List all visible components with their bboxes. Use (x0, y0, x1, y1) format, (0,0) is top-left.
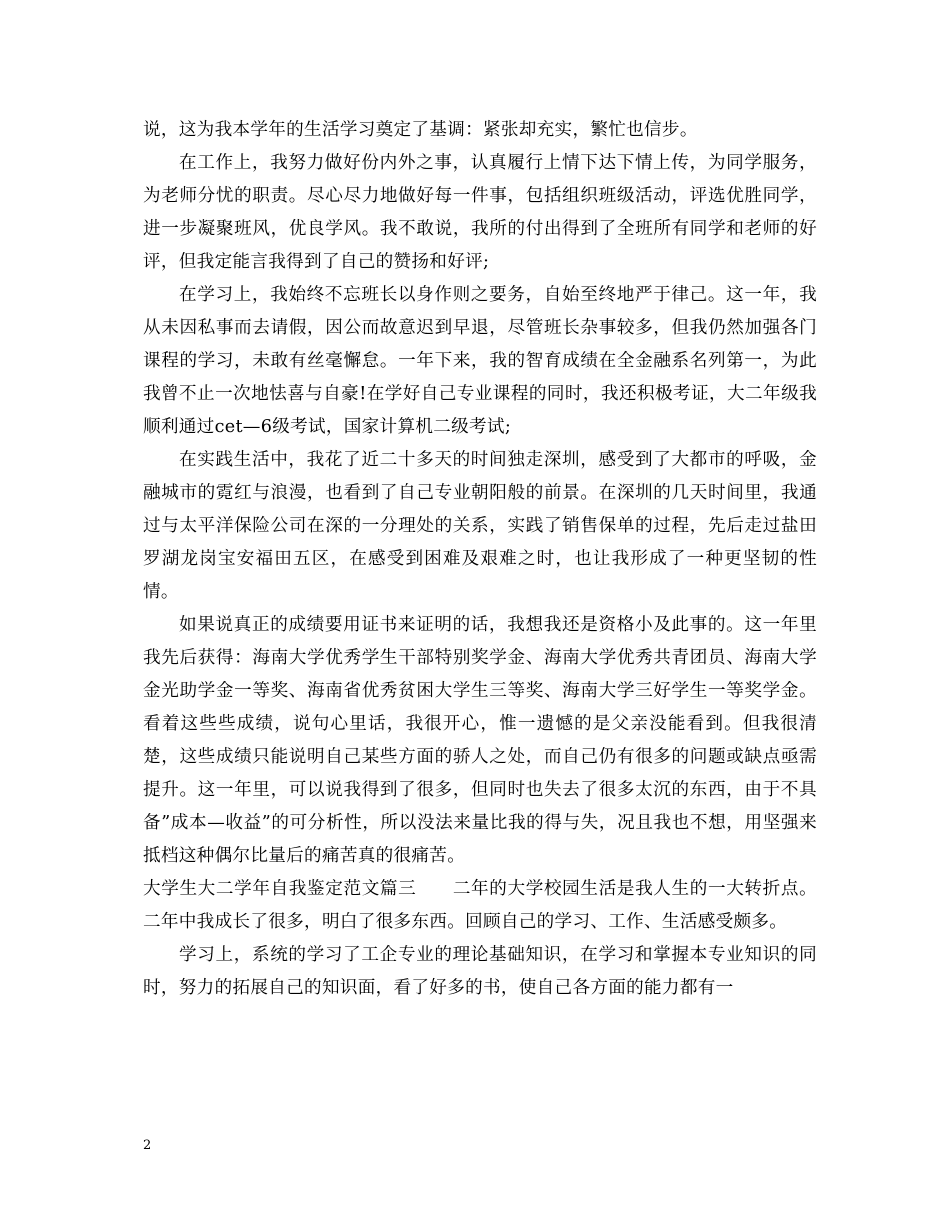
paragraph-4: 在实践生活中，我花了近二十多天的时间独走深圳，感受到了大都市的呼吸，金融城市的霓红与浪漫，也看到了自己专业朝阳般的前景。在深圳的几天时间里，我通过与太平洋保险公司在深的一分理处的关系，实践了销售保单的过程，先后走过盐田罗湖龙岗宝安福田五区，在感受到困难及艰难之时，也让我形成了一种更坚韧的性情。 (143, 450, 817, 602)
page-number: 2 (143, 1138, 152, 1153)
paragraph-6-section-heading: 大学生大二学年自我鉴定范文篇三 二年的大学校园生活是我人生的一大转折点。二年中我成长了很多，明白了很多东西。回顾自己的学习、工作、生活感受颇多。 (143, 879, 817, 932)
paragraph-1: 说，这为我本学年的生活学习奠定了基调：紧张却充实，繁忙也信步。 (143, 120, 698, 140)
body-text (143, 114, 817, 1005)
paragraph-7: 学习上，系统的学习了工企专业的理论基础知识，在学习和掌握本专业知识的同时，努力的拓展自己的知识面，看了好多的书，使自己各方面的能力都有一 (143, 945, 817, 998)
paragraph-5: 如果说真正的成绩要用证书来证明的话，我想我还是资格小及此事的。这一年里我先后获得：海南大学优秀学生干部特别奖学金、海南大学优秀共青团员、海南大学金光助学金一等奖、海南省优秀贫困大学生三等奖、海南大学三好学生一等奖学金。看着这些些成绩，说句心里话，我很开心，惟一遗憾的是父亲没能看到。但我很清楚，这些成绩只能说明自己某些方面的骄人之处，而自己仍有很多的问题或缺点亟需提升。这一年里，可以说我得到了很多，但同时也失去了很多太沉的东西，由于不具备”成本—收益”的可分析性，所以没法来量比我的得与失，况且我也不想，用坚强来抵档这种偶尔比量后的痛苦真的很痛苦。 (143, 615, 817, 866)
paragraph-2: 在工作上，我努力做好份内外之事，认真履行上情下达下情上传，为同学服务，为老师分忧的职责。尽心尽力地做好每一件事，包括组织班级活动，评选优胜同学，进一步凝聚班风，优良学风。我不敢说，我所的付出得到了全班所有同学和老师的好评，但我定能言我得到了自己的赞扬和好评; (143, 153, 817, 272)
paragraph-3: 在学习上，我始终不忘班长以身作则之要务，自始至终地严于律己。这一年，我从未因私事而去请假，因公而故意迟到早退，尽管班长杂事较多，但我仍然加强各门课程的学习，未敢有丝毫懈怠。一年下来，我的智育成绩在全金融系名列第一，为此我曾不止一次地怯喜与自豪!在学好自己专业课程的同时，我还积极考证，大二年级我顺利通过cet—6级考试，国家计算机二级考试; (143, 285, 817, 437)
